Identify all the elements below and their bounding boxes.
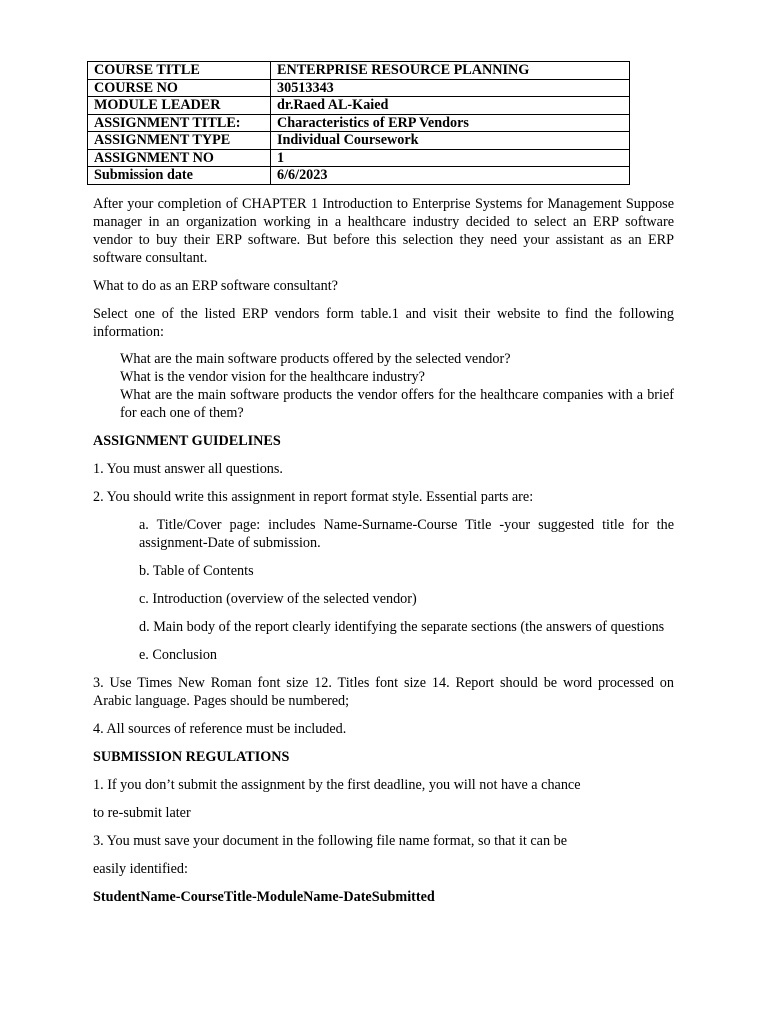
assignment-title-value: Characteristics of ERP Vendors	[271, 114, 630, 132]
table-row	[88, 79, 630, 97]
course-title-label: COURSE TITLE	[88, 62, 271, 80]
module-leader-label: MODULE LEADER	[88, 97, 271, 115]
list-item: What is the vendor vision for the healthcare industry?	[120, 368, 425, 385]
guidelines-heading: ASSIGNMENT GUIDELINES	[93, 432, 281, 449]
table-row	[88, 167, 630, 185]
assignment-no-value: 1	[271, 149, 630, 167]
intro-paragraph: After your completion of CHAPTER 1 Introduction to Enterprise Systems for Management Suppose manager in an organization working in a healthcare industry decided to select an ERP software vendor to buy their ERP software. But before this selection they need your assistant as an ERP software consultant.	[93, 195, 674, 266]
guideline-item-2: 2. You should write this assignment in report format style. Essential parts are:	[93, 488, 534, 505]
guideline-part-d: d. Main body of the report clearly identifying the separate sections (the answers of questions	[139, 618, 665, 635]
module-leader-value: dr.Raed AL-Kaied	[271, 97, 630, 115]
assignment-type-label: ASSIGNMENT TYPE	[88, 132, 271, 150]
table-row	[88, 97, 630, 115]
list-item: What are the main software products the vendor offers for the healthcare companies with a brief for each one of them?	[120, 386, 674, 421]
questions-list	[120, 350, 674, 422]
course-info-table	[87, 61, 630, 185]
assignment-type-value: Individual Coursework	[271, 132, 630, 150]
guideline-item-1: 1. You must answer all questions.	[93, 460, 283, 477]
guideline-item-4: 4. All sources of reference must be included.	[93, 720, 347, 737]
select-vendor-paragraph: Select one of the listed ERP vendors form table.1 and visit their website to find the following information:	[93, 305, 674, 340]
what-to-do-paragraph: What to do as an ERP software consultant?	[93, 277, 338, 294]
table-row	[88, 62, 630, 80]
guideline-part-b: b. Table of Contents	[139, 562, 254, 579]
regulation-line-3: 3. You must save your document in the following file name format, so that it can be	[93, 832, 568, 849]
table-row	[88, 132, 630, 150]
submission-date-value: 6/6/2023	[271, 167, 630, 185]
regulation-line-3-continued: easily identified:	[93, 860, 188, 877]
list-item: What are the main software products offered by the selected vendor?	[120, 350, 511, 367]
table-row	[88, 114, 630, 132]
regulation-line-1-continued: to re-submit later	[93, 804, 191, 821]
file-name-format: StudentName-CourseTitle-ModuleName-DateSubmitted	[93, 888, 435, 905]
table-row	[88, 149, 630, 167]
assignment-title-label: ASSIGNMENT TITLE:	[88, 114, 271, 132]
submission-date-label: Submission date	[88, 167, 271, 185]
course-no-label: COURSE NO	[88, 79, 271, 97]
guideline-part-c: c. Introduction (overview of the selected vendor)	[139, 590, 417, 607]
course-no-value: 30513343	[271, 79, 630, 97]
guideline-part-a: a. Title/Cover page: includes Name-Surname-Course Title -your suggested title for the assignment-Date of submission.	[139, 516, 674, 551]
assignment-no-label: ASSIGNMENT NO	[88, 149, 271, 167]
course-title-value: ENTERPRISE RESOURCE PLANNING	[271, 62, 630, 80]
regulation-line-1: 1. If you don’t submit the assignment by the first deadline, you will not have a chance	[93, 776, 581, 793]
regulations-heading: SUBMISSION REGULATIONS	[93, 748, 290, 765]
guideline-part-e: e. Conclusion	[139, 646, 218, 663]
guideline-item-3: 3. Use Times New Roman font size 12. Titles font size 14. Report should be word processed on Arabic language. Pages should be numbered;	[93, 674, 674, 709]
